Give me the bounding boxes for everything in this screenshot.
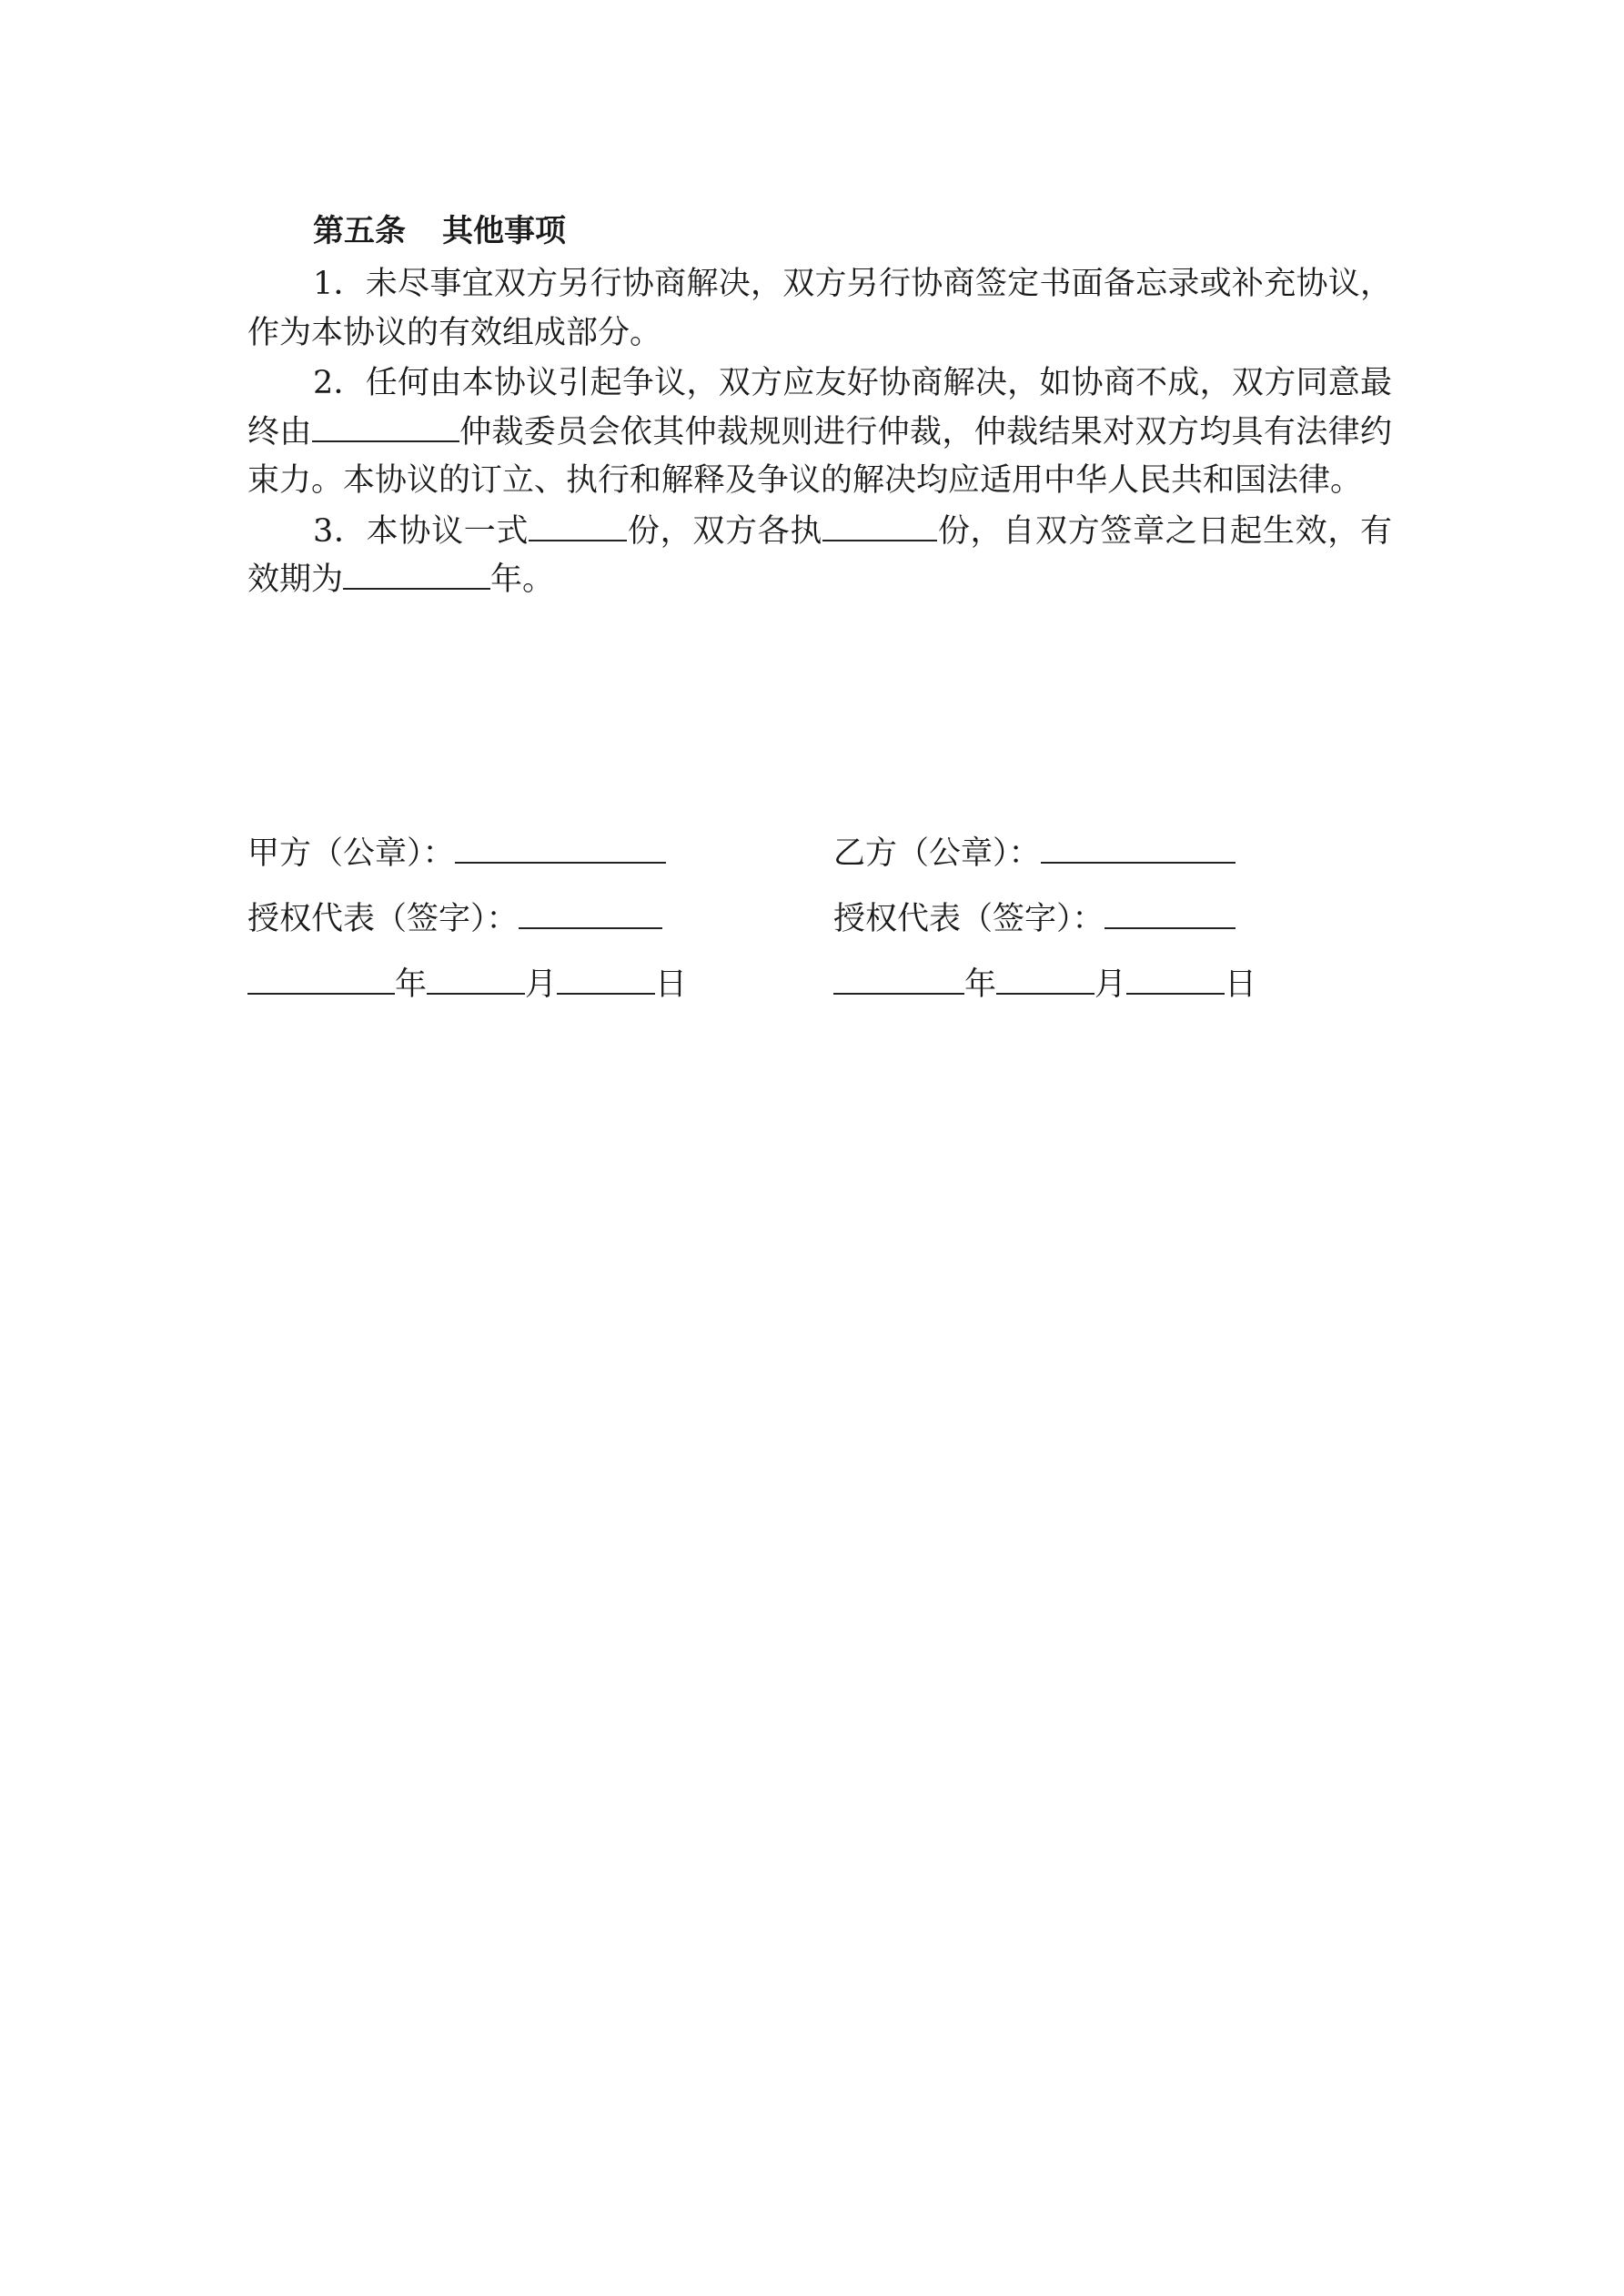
party-b-year-label: 年	[964, 966, 997, 1003]
party-b-signature	[833, 828, 1256, 1025]
clause-2-text-b: 仲裁委员会依其仲裁规则进行仲裁，仲裁结果对双方均具有法律约束力。本协议的订立、执行和解释及争议的解决均应适用中华人民共和国法律。	[247, 413, 1392, 499]
party-b-seal-row	[833, 828, 1256, 894]
party-b-year-blank[interactable]	[833, 966, 964, 995]
party-a-rep-blank[interactable]	[519, 900, 662, 929]
party-a-seal-label: 甲方（公章）：	[247, 835, 455, 872]
party-a-seal-blank[interactable]	[455, 834, 666, 864]
party-b-month-blank[interactable]	[996, 966, 1094, 995]
party-a-seal-row	[247, 828, 687, 894]
party-a-year-blank[interactable]	[247, 966, 395, 995]
clause-2	[247, 359, 1392, 506]
clause-1-text: 1．未尽事宜双方另行协商解决，双方另行协商签定书面备忘录或补充协议，作为本协议的有效组成部分。	[247, 266, 1392, 351]
copies-total-blank[interactable]	[529, 512, 627, 541]
party-b-seal-label: 乙方（公章）：	[833, 835, 1041, 872]
party-a-month-label: 月	[525, 966, 558, 1003]
party-a-rep-row	[247, 894, 687, 959]
party-a-date-row	[247, 959, 687, 1025]
article-body	[247, 202, 1392, 605]
party-b-month-label: 月	[1094, 966, 1127, 1003]
clause-3-text-d: 年。	[490, 561, 555, 598]
party-a-day-blank[interactable]	[557, 966, 655, 995]
party-a-signature	[247, 828, 687, 1025]
party-a-day-label: 日	[655, 966, 688, 1003]
article-number: 第五条	[313, 213, 406, 249]
party-b-rep-blank[interactable]	[1105, 900, 1236, 929]
clause-3-text-b: 份，双方各执	[627, 512, 823, 550]
party-b-rep-row	[833, 894, 1256, 959]
party-a-rep-label: 授权代表（签字）：	[247, 901, 519, 937]
party-a-month-blank[interactable]	[427, 966, 525, 995]
party-b-date-row	[833, 959, 1256, 1025]
party-b-rep-label: 授权代表（签字）：	[833, 901, 1105, 937]
clause-2-text-a: 2．任何由本协议引起争议，双方应友好协商解决，如协商不成，双方同意最终由	[247, 365, 1392, 450]
clause-3-text-a: 3．本协议一式	[313, 512, 530, 550]
party-b-day-label: 日	[1225, 966, 1257, 1003]
article-heading	[247, 202, 1392, 260]
party-b-day-blank[interactable]	[1126, 966, 1225, 995]
arbitration-commission-blank[interactable]	[312, 413, 459, 442]
copies-each-blank[interactable]	[822, 512, 937, 541]
party-a-year-label: 年	[395, 966, 428, 1003]
party-b-seal-blank[interactable]	[1041, 834, 1236, 864]
clause-3-text-c: 份，自双方签章之日起生效，有效期为	[247, 512, 1392, 598]
clause-3	[247, 508, 1392, 605]
clause-1	[247, 260, 1392, 358]
article-title: 其他事项	[442, 213, 566, 249]
validity-years-blank[interactable]	[343, 561, 490, 590]
